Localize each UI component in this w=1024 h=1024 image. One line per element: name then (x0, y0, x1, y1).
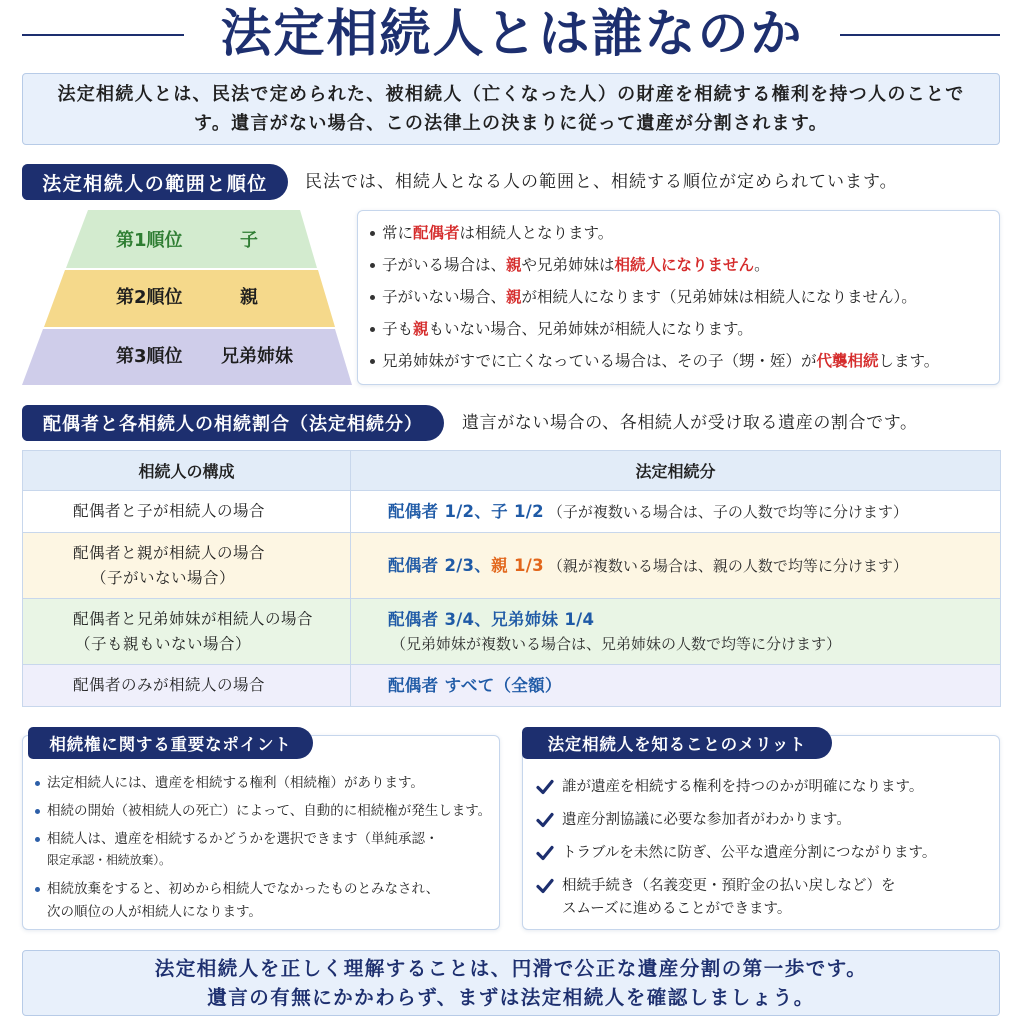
merit-text: 遺産分割協議に必要な参加者がわかります。 (562, 812, 851, 828)
composition-cell (23, 599, 351, 665)
note-text: は相続人となります。 (459, 224, 614, 242)
merit-text-continued: スムーズに進めることができます。 (562, 901, 792, 917)
intro-line: 法定相続人とは、民法で定められた、被相続人（亡くなった人）の財産を相続する権利を持つ人のことで (57, 84, 965, 105)
composition-cell (23, 533, 351, 599)
merits-heading: 法定相続人を知ることのメリット (522, 727, 832, 759)
scope-notes-list (358, 222, 999, 382)
point-item (47, 878, 439, 924)
scope-note (358, 318, 999, 350)
scope-note (358, 222, 999, 254)
share-value-parent: 親 1/3 (491, 555, 544, 575)
merit-item (562, 776, 923, 799)
scope-note (358, 350, 999, 382)
bullet-icon (35, 837, 40, 842)
composition-cell (23, 665, 351, 707)
point-text-continued: 限定承認・相続放棄）。 (47, 853, 171, 867)
composition-text: 配偶者と親が相続人の場合 (73, 543, 266, 562)
scope-notes-panel (357, 210, 1000, 385)
rank-3-heir: 兄弟姉妹 (221, 346, 293, 367)
share-note: （子が複数いる場合は、子の人数で均等に分けます） (547, 502, 908, 521)
bullet-icon (370, 327, 375, 332)
rank-2-order: 第2順位 (116, 287, 183, 308)
merit-text: 誰が遺産を相続する権利を持つのかが明確になります。 (562, 779, 924, 795)
check-icon (536, 845, 554, 861)
note-text: が相続人になります（兄弟姉妹は相続人になりません）。 (521, 288, 917, 306)
closing-banner (22, 950, 1000, 1016)
table-row (23, 533, 1001, 599)
rank-1-order: 第1順位 (116, 230, 183, 251)
merits-card (522, 735, 1000, 930)
note-text: 常に (382, 224, 414, 242)
points-card (22, 735, 500, 930)
closing-line: 遺言の有無にかかわらず、まずは法定相続人を確認しましょう。 (207, 986, 815, 1009)
share-value: 配偶者 1/2、子 1/2 (388, 501, 544, 521)
merit-item (562, 842, 936, 865)
point-text: 相続放棄をすると、初めから相続人でなかったものとみなされ、 (47, 881, 440, 897)
bullet-icon (35, 781, 40, 786)
share-value: 配偶者 2/3、 (388, 555, 492, 575)
bullet-icon (35, 809, 40, 814)
composition-text: 配偶者のみが相続人の場合 (73, 676, 266, 694)
share-value: 配偶者 3/4、兄弟姉妹 1/4 (388, 609, 595, 629)
point-item (47, 828, 439, 870)
share-cell (351, 491, 1001, 533)
note-emphasis: 親 (506, 256, 522, 274)
shares-subtitle: 遺言がない場合の、各相続人が受け取る遺産の割合です。 (462, 413, 918, 433)
page-title: 法定相続人とは誰なのか (220, 4, 804, 64)
point-text: 相続の開始（被相続人の死亡）によって、自動的に相続権が発生します。 (47, 803, 492, 819)
note-text: 。 (754, 256, 770, 274)
note-text: や兄弟姉妹は (521, 256, 615, 274)
table-row (23, 491, 1001, 533)
share-cell (351, 665, 1001, 707)
merit-text: 相続手続き（名義変更・預貯金の払い戻しなど）を (562, 878, 896, 894)
bullet-icon (35, 887, 40, 892)
note-emphasis: 代襲相続 (816, 352, 879, 370)
composition-text: 配偶者と子が相続人の場合 (73, 502, 266, 520)
points-heading: 相続権に関する重要なポイント (28, 727, 313, 759)
bullet-icon (370, 263, 375, 268)
table-row (23, 599, 1001, 665)
point-text: 相続人は、遺産を相続するかどうかを選択できます（単純承認・ (47, 831, 439, 847)
rank-pyramid (0, 0, 370, 400)
shares-heading: 配偶者と各相続人の相続割合（法定相続分） (22, 405, 444, 441)
scope-subtitle: 民法では、相続人となる人の範囲と、相続する順位が定められています。 (305, 172, 898, 192)
note-text: 子がいない場合、 (382, 288, 507, 306)
share-note: （親が複数いる場合は、親の人数で均等に分けます） (547, 556, 908, 575)
rank-1-heir: 子 (240, 230, 258, 251)
scope-note (358, 254, 999, 286)
check-icon (536, 812, 554, 828)
table-header-row (23, 451, 1001, 491)
note-text: 子も (382, 320, 414, 338)
note-text: します。 (878, 352, 940, 370)
point-item (47, 772, 424, 794)
closing-line: 法定相続人を正しく理解することは、円滑で公正な遺産分割の第一歩です。 (154, 957, 868, 980)
intro-line: す。遺言がない場合、この法律上の決まりに従って遺産が分割されます。 (193, 113, 829, 134)
table-header-composition: 相続人の構成 (23, 451, 351, 491)
note-emphasis: 相続人になりません (614, 256, 755, 274)
note-text: 子がいる場合は、 (382, 256, 507, 274)
bullet-icon (370, 231, 375, 236)
merit-text: トラブルを未然に防ぎ、公平な遺産分割につながります。 (562, 845, 937, 861)
point-text: 法定相続人には、遺産を相続する権利（相続権）があります。 (47, 775, 424, 791)
share-value: 配偶者 すべて（全額） (388, 676, 562, 695)
note-emphasis: 親 (506, 288, 522, 306)
check-icon (536, 779, 554, 795)
shares-table (22, 450, 1001, 707)
point-text-continued: 次の順位の人が相続人になります。 (47, 904, 262, 920)
table-row (23, 665, 1001, 707)
composition-condition: （子も親もいない場合） (75, 634, 252, 653)
point-item (47, 800, 491, 822)
composition-condition: （子がいない場合） (91, 568, 236, 587)
composition-cell (23, 491, 351, 533)
title-rule-right (840, 34, 1000, 36)
rank-3-band (22, 329, 352, 385)
note-emphasis: 親 (413, 320, 429, 338)
bullet-icon (370, 359, 375, 364)
merit-item (562, 809, 851, 832)
share-note: （兄弟姉妹が複数いる場合は、兄弟姉妹の人数で均等に分けます） (391, 634, 842, 653)
table-header-share: 法定相続分 (351, 451, 1001, 491)
rank-3-order: 第3順位 (116, 346, 183, 367)
share-cell (351, 533, 1001, 599)
check-icon (536, 878, 554, 894)
rank-2-band (44, 270, 335, 327)
note-text: もいない場合、兄弟姉妹が相続人になります。 (428, 320, 753, 338)
rank-2-heir: 親 (240, 287, 258, 308)
note-text: 兄弟姉妹がすでに亡くなっている場合は、その子（甥・姪）が (382, 352, 817, 370)
composition-text: 配偶者と兄弟姉妹が相続人の場合 (73, 609, 314, 628)
rank-1-band (66, 210, 317, 268)
scope-heading: 法定相続人の範囲と順位 (22, 164, 288, 200)
bullet-icon (370, 295, 375, 300)
merit-item (562, 875, 896, 921)
share-cell (351, 599, 1001, 665)
note-emphasis: 配偶者 (413, 224, 460, 242)
scope-note (358, 286, 999, 318)
